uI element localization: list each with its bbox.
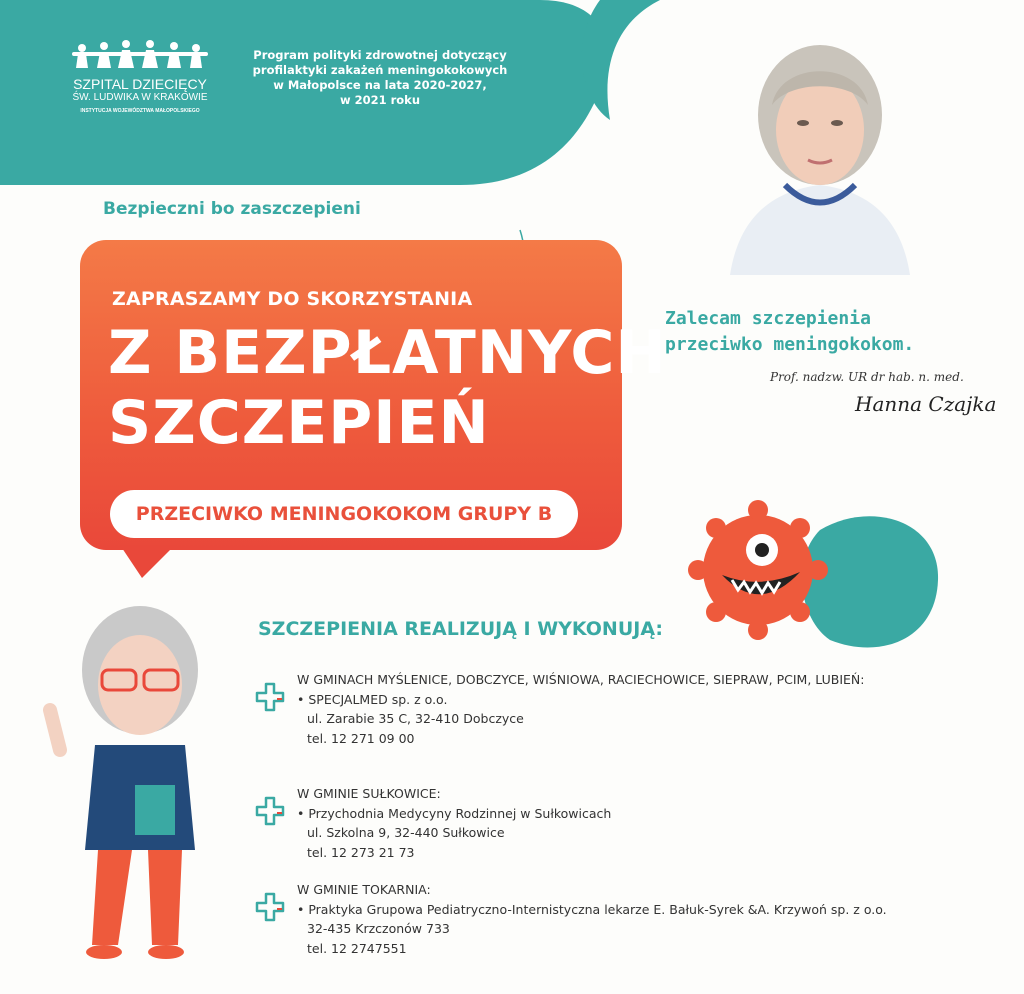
municipality-header: W GMINIE TOKARNIA: bbox=[297, 882, 431, 897]
heading-line: Z BEZPŁATNYCH bbox=[108, 318, 667, 388]
bacteria-illustration bbox=[680, 500, 950, 655]
doctor-photo bbox=[700, 20, 940, 275]
medical-cross-icon bbox=[255, 892, 285, 922]
meningococcus-b-pill: PRZECIWKO MENINGOKOKOM GRUPY B bbox=[110, 490, 578, 538]
hospital-name-line2: ŚW. LUDWIKA W KRAKOWIE bbox=[72, 92, 208, 103]
medical-cross-icon bbox=[255, 682, 285, 712]
children-chain-icon bbox=[70, 40, 210, 70]
clinic-group bbox=[255, 670, 955, 748]
clinic-phone: tel. 12 273 21 73 bbox=[307, 844, 415, 860]
clinic-name: • Przychodnia Medycyny Rodzinnej w Sułkowicach bbox=[297, 805, 612, 821]
clinic-address: ul. Szkolna 9, 32-440 Sułkowice bbox=[307, 825, 505, 840]
nurse-illustration bbox=[40, 600, 230, 970]
free-vaccinations-heading bbox=[108, 318, 667, 458]
clinic-group bbox=[255, 784, 955, 862]
program-line: w 2021 roku bbox=[339, 93, 421, 107]
section-title: SZCZEPIENIA REALIZUJĄ I WYKONUJĄ: bbox=[258, 618, 663, 640]
hospital-logo bbox=[70, 40, 210, 114]
municipality-header: W GMINACH MYŚLENICE, DOBCZYCE, WIŚNIOWA, RACIECHOWICE, SIEPRAW, PCIM, LUBIEŃ: bbox=[297, 672, 865, 687]
speech-bubble-tail bbox=[120, 545, 180, 580]
quote-line: przeciwko meningokokom. bbox=[665, 334, 915, 355]
hospital-name-line1: SZPITAL DZIECIĘCY bbox=[73, 76, 207, 92]
municipality-header: W GMINIE SUŁKOWICE: bbox=[297, 786, 441, 801]
clinic-address: 32-435 Krzczonów 733 bbox=[307, 921, 450, 936]
program-line: profilaktyki zakażeń meningokokowych bbox=[252, 63, 508, 77]
clinic-name: • SPECJALMED sp. z o.o. bbox=[297, 691, 448, 707]
clinic-name: • Praktyka Grupowa Pediatryczno-Internistyczna lekarze E. Bałuk-Syrek &A. Krzywoń sp. z o.o. bbox=[297, 901, 887, 917]
program-line: w Małopolsce na lata 2020-2027, bbox=[273, 78, 487, 92]
program-line: Program polityki zdrowotnej dotyczący bbox=[253, 48, 507, 62]
medical-cross-icon bbox=[255, 796, 285, 826]
quote-line: Zalecam szczepienia bbox=[665, 308, 871, 329]
doctor-title: Prof. nadzw. UR dr hab. n. med. bbox=[770, 370, 964, 384]
clinic-phone: tel. 12 271 09 00 bbox=[307, 730, 415, 746]
clinic-group bbox=[255, 880, 955, 958]
doctor-quote bbox=[665, 306, 914, 358]
hospital-subtitle: INSTYTUCJA WOJEWÓDZTWA MAŁOPOLSKIEGO bbox=[80, 108, 200, 114]
tagline: Bezpieczni bo zaszczepieni bbox=[103, 199, 361, 219]
doctor-signature: Hanna Czajka bbox=[855, 392, 997, 416]
clinic-phone: tel. 12 2747551 bbox=[307, 940, 407, 956]
program-description bbox=[240, 48, 520, 108]
heading-line: SZCZEPIEŃ bbox=[108, 388, 490, 458]
clinic-address: ul. Zarabie 35 C, 32-410 Dobczyce bbox=[307, 711, 524, 726]
invite-heading: ZAPRASZAMY DO SKORZYSTANIA bbox=[112, 288, 473, 310]
